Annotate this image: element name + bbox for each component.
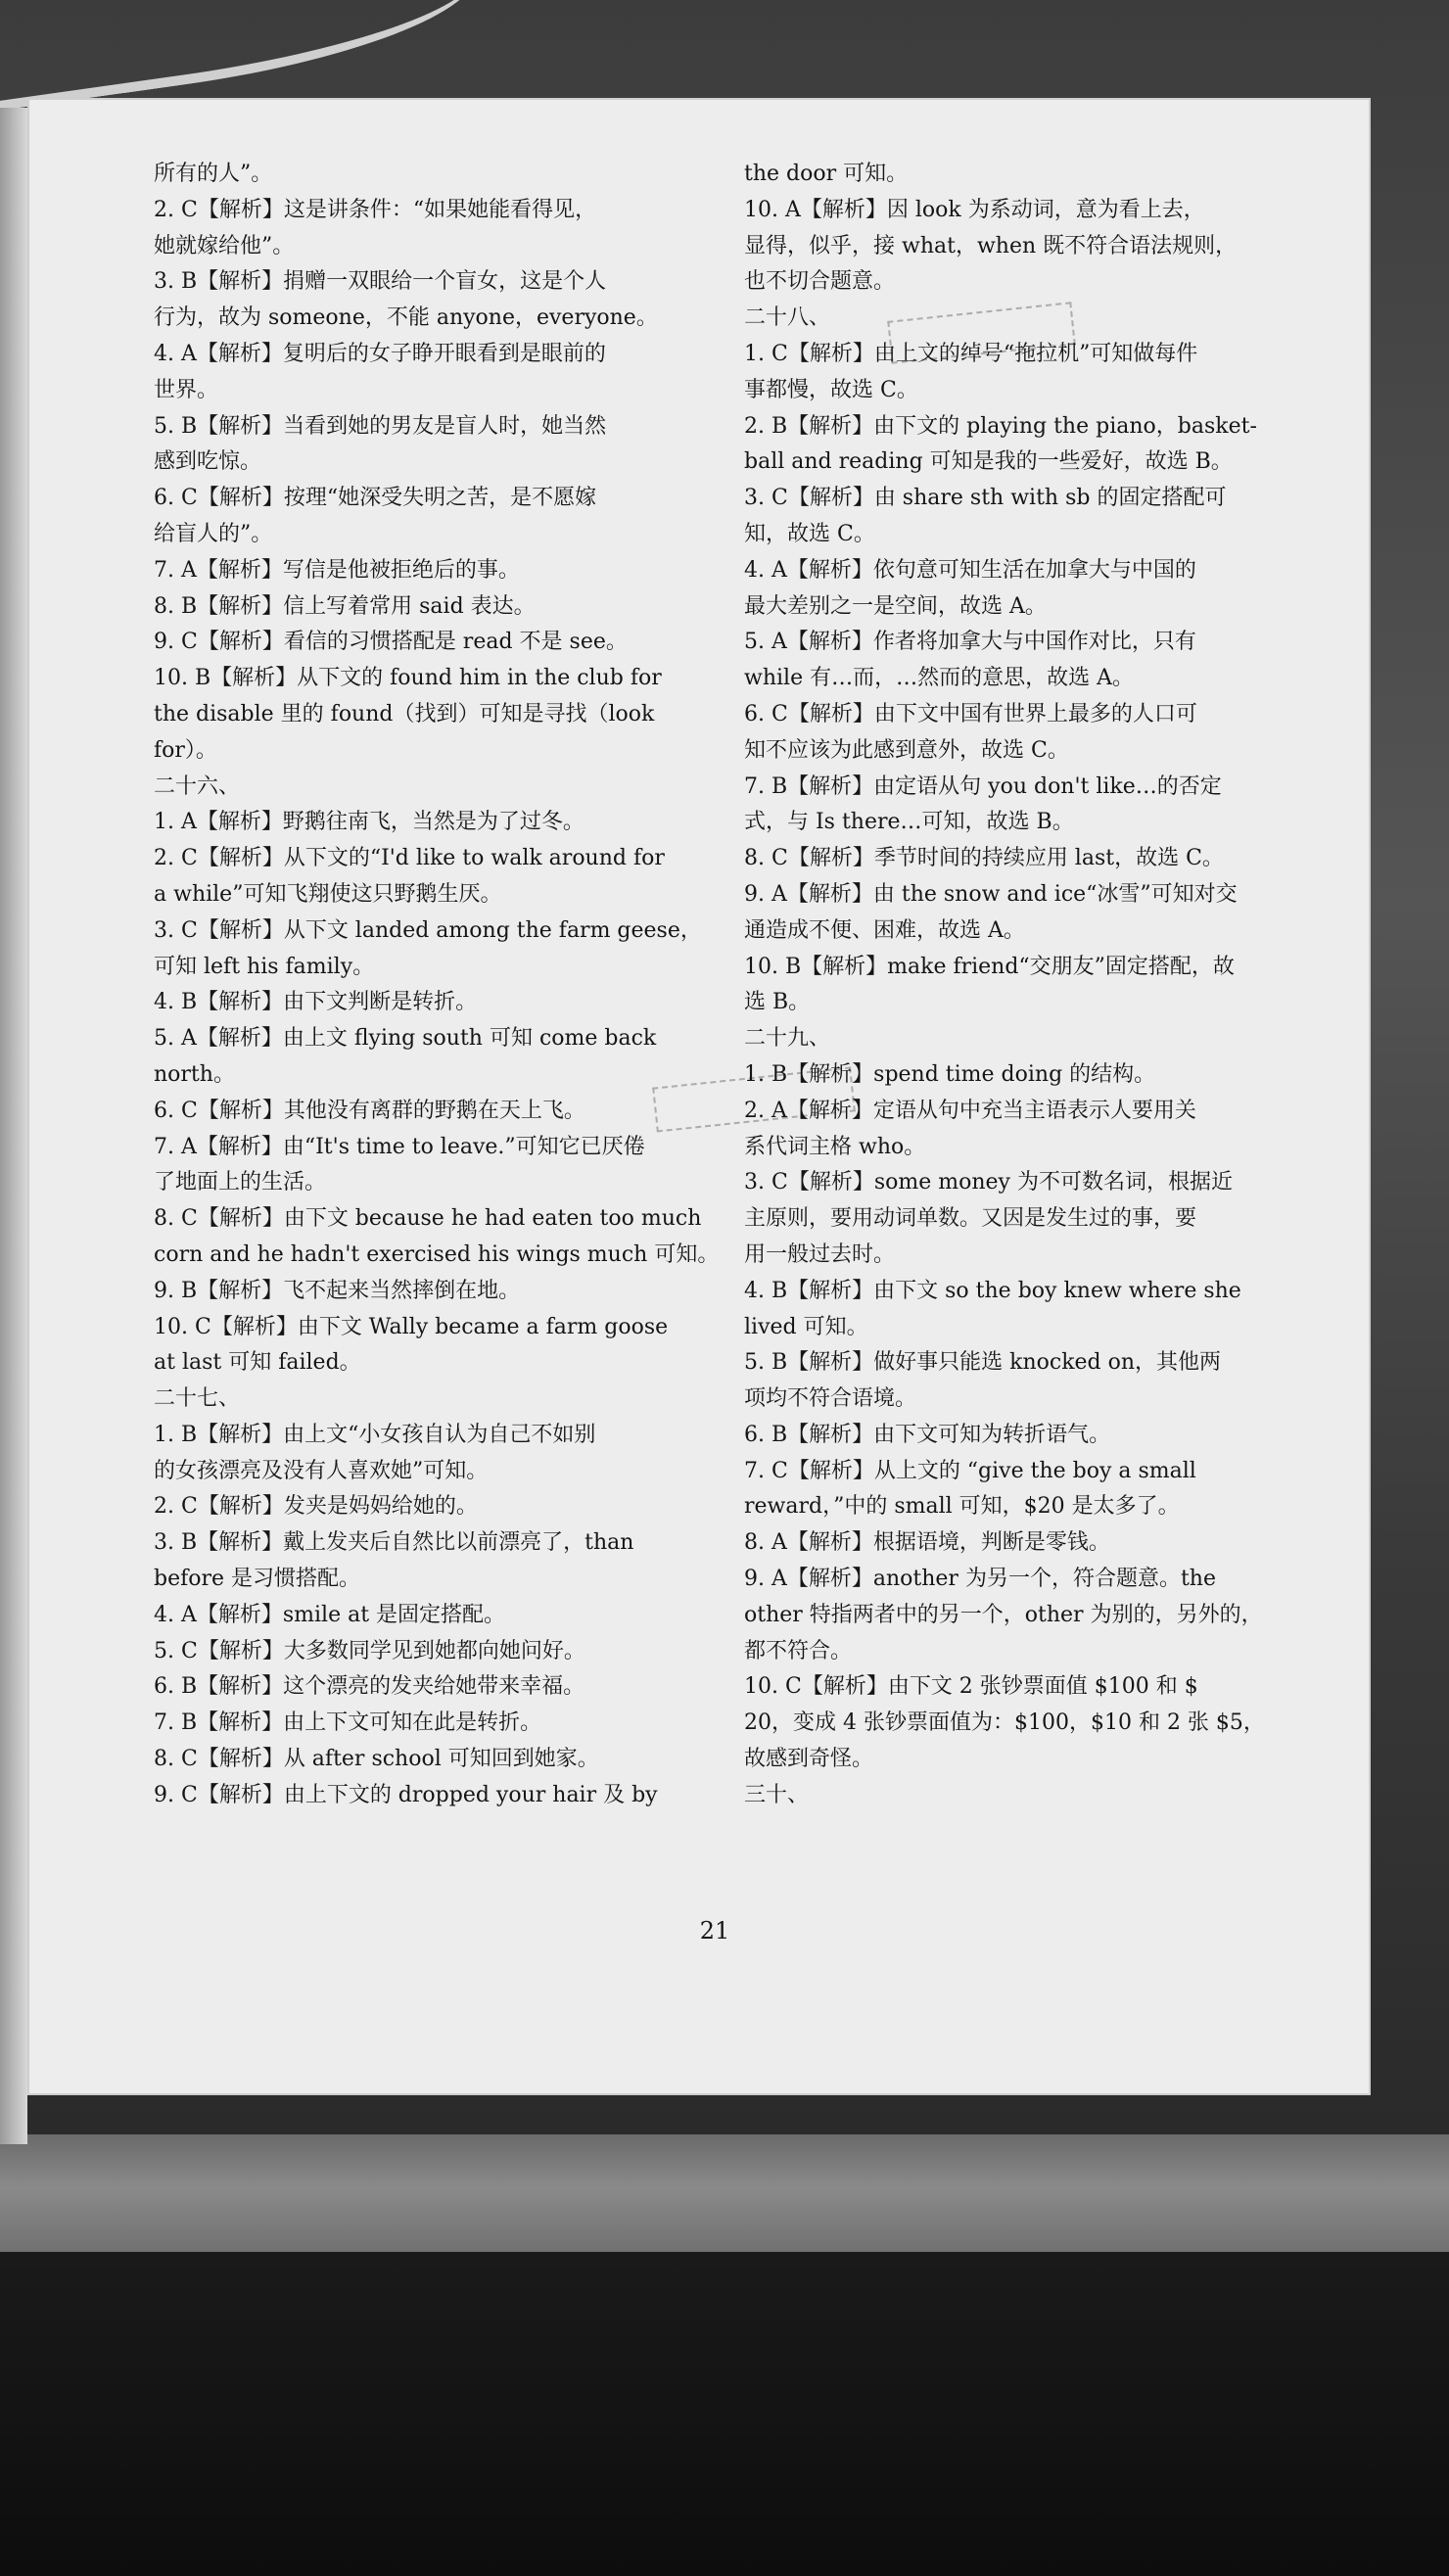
answer-line: 二十六、 — [154, 773, 241, 799]
answer-line: 通造成不便、困难，故选 A。 — [744, 917, 1025, 943]
answer-line: 3. B【解析】戴上发夹后自然比以前漂亮了，than — [154, 1530, 634, 1556]
answer-line: 3. C【解析】从下文 landed among the farm geese， — [154, 917, 702, 943]
answer-line: 5. B【解析】做好事只能选 knocked on，其他两 — [744, 1350, 1222, 1376]
answer-line: before 是习惯搭配。 — [154, 1567, 361, 1592]
answer-line: 9. C【解析】由上下文的 dropped your hair 及 by — [154, 1782, 658, 1807]
answer-line: 10. B【解析】从下文的 found him in the club for — [154, 666, 662, 691]
answer-line: 2. C【解析】这是讲条件：“如果她能看得见， — [154, 197, 597, 222]
answer-line: 5. B【解析】当看到她的男友是盲人时，她当然 — [154, 413, 607, 439]
page-number: 21 — [699, 1917, 730, 1944]
answer-line: for）。 — [154, 737, 217, 763]
answer-line: 式，与 Is there…可知，故选 B。 — [744, 810, 1074, 835]
answer-line: 最大差别之一是空间，故选 A。 — [744, 593, 1047, 619]
answer-line: 4. A【解析】smile at 是固定搭配。 — [154, 1602, 506, 1627]
answer-line: other 特指两者中的另一个，other 为别的，另外的， — [744, 1602, 1263, 1627]
answer-line: 10. B【解析】make friend“交朋友”固定搭配，故 — [744, 954, 1235, 979]
answer-line: 8. C【解析】季节时间的持续应用 last，故选 C。 — [744, 846, 1224, 871]
answer-line: 7. C【解析】从上文的 “give the boy a small — [744, 1458, 1196, 1483]
answer-line: 10. C【解析】由下文 2 张钞票面值 $100 和 $ — [744, 1674, 1198, 1700]
answer-line: 主原则，要用动词单数。又因是发生过的事，要 — [744, 1206, 1197, 1232]
answer-line: 4. A【解析】依句意可知生活在加拿大与中国的 — [744, 557, 1196, 583]
answer-line: 8. A【解析】根据语境，判断是零钱。 — [744, 1530, 1110, 1556]
answer-line: 选 B。 — [744, 990, 811, 1015]
answer-line: north。 — [154, 1061, 235, 1087]
answer-line: 7. B【解析】由上下文可知在此是转折。 — [154, 1710, 542, 1736]
answer-line: 用一般过去时。 — [744, 1241, 896, 1267]
answer-line: 5. C【解析】大多数同学见到她都向她问好。 — [154, 1638, 585, 1663]
answer-line: 3. B【解析】捐赠一双眼给一个盲女，这是个人 — [154, 269, 607, 295]
answer-line: 给盲人的”。 — [154, 521, 273, 546]
answer-line: 8. C【解析】从 after school 可知回到她家。 — [154, 1747, 599, 1772]
answer-line: 三十、 — [744, 1782, 810, 1807]
answer-line: 2. B【解析】由下文的 playing the piano，basket- — [744, 413, 1257, 439]
answer-line: 8. B【解析】信上写着常用 said 表达。 — [154, 593, 536, 619]
answer-line: 4. A【解析】复明后的女子睁开眼看到是眼前的 — [154, 341, 606, 366]
answer-line: 二十八、 — [744, 305, 831, 331]
answer-line: 显得，似乎，接 what，when 既不符合语法规则， — [744, 233, 1238, 258]
left-page-edge — [0, 108, 27, 2144]
answer-line: 9. C【解析】看信的习惯搭配是 read 不是 see。 — [154, 630, 628, 655]
answer-line: 10. C【解析】由下文 Wally became a farm goose — [154, 1314, 669, 1339]
answer-line: 8. C【解析】由下文 because he had eaten too much — [154, 1206, 702, 1232]
answer-line: 3. C【解析】some money 为不可数名词，根据近 — [744, 1170, 1233, 1195]
answer-line: 6. B【解析】这个漂亮的发夹给她带来幸福。 — [154, 1674, 585, 1700]
answer-line: 7. A【解析】写信是他被拒绝后的事。 — [154, 557, 520, 583]
answer-column-left — [154, 157, 720, 1814]
answer-line: 知，故选 C。 — [744, 521, 875, 546]
answer-line: 二十九、 — [744, 1026, 831, 1052]
answer-line: at last 可知 failed。 — [154, 1350, 361, 1376]
answer-line: 9. A【解析】another 为另一个，符合题意。the — [744, 1567, 1216, 1592]
answer-line: 所有的人”。 — [154, 162, 273, 186]
answer-line: 3. C【解析】由 share sth with sb 的固定搭配可 — [744, 486, 1227, 511]
answer-line: 5. A【解析】由上文 flying south 可知 come back — [154, 1026, 657, 1052]
answer-line: lived 可知。 — [744, 1314, 868, 1339]
answer-line: 感到吃惊。 — [154, 449, 262, 475]
answer-line: ball and reading 可知是我的一些爱好，故选 B。 — [744, 449, 1233, 475]
answer-line: 行为，故为 someone，不能 anyone，everyone。 — [154, 305, 658, 331]
answer-line: 6. C【解析】其他没有离群的野鹅在天上飞。 — [154, 1098, 585, 1123]
answer-line: 6. B【解析】由下文可知为转折语气。 — [744, 1422, 1111, 1447]
answer-line: 6. C【解析】由下文中国有世界上最多的人口可 — [744, 701, 1197, 726]
answer-line: 1. C【解析】由上文的绰号“拖拉机”可知做每件 — [744, 341, 1198, 366]
answer-line: 9. B【解析】飞不起来当然摔倒在地。 — [154, 1278, 521, 1303]
answer-line: a while”可知飞翔使这只野鹅生厌。 — [154, 881, 502, 907]
answer-line: 2. C【解析】从下文的“I'd like to walk around for — [154, 846, 665, 871]
answer-line: 5. A【解析】作者将加拿大与中国作对比，只有 — [744, 630, 1196, 655]
floor — [0, 2252, 1449, 2576]
answer-line: 的女孩漂亮及没有人喜欢她”可知。 — [154, 1458, 489, 1483]
answer-line: 2. C【解析】发夹是妈妈给她的。 — [154, 1494, 478, 1520]
answer-line: 事都慢，故选 C。 — [744, 377, 918, 402]
answer-line: 二十七、 — [154, 1386, 241, 1412]
answer-line: corn and he hadn't exercised his wings much 可知。 — [154, 1241, 720, 1267]
answer-line: 9. A【解析】由 the snow and ice“冰雪”可知对交 — [744, 881, 1238, 907]
answer-line: the disable 里的 found（找到）可知是寻找（look — [154, 701, 655, 726]
answer-line: 1. A【解析】野鹅往南飞，当然是为了过冬。 — [154, 810, 584, 835]
answer-line: 世界。 — [154, 377, 219, 402]
answer-line: 2. A【解析】定语从句中充当主语表示人要用关 — [744, 1098, 1196, 1123]
answer-line: 故感到奇怪。 — [744, 1747, 874, 1772]
answer-line: while 有…而，…然而的意思，故选 A。 — [744, 666, 1134, 691]
answer-line: 1. B【解析】由上文“小女孩自认为自己不如别 — [154, 1422, 596, 1447]
answer-column-right — [744, 157, 1278, 1814]
answer-line: reward，”中的 small 可知，$20 是太多了。 — [744, 1494, 1180, 1520]
answer-line: 也不切合题意。 — [744, 269, 896, 295]
answer-line: 她就嫁给他”。 — [154, 233, 295, 258]
answer-line: 项均不符合语境。 — [744, 1386, 917, 1412]
answer-line: 4. B【解析】由下文 so the boy knew where she — [744, 1278, 1241, 1303]
answer-line: 1. B【解析】spend time doing 的结构。 — [744, 1061, 1156, 1087]
answer-line: 4. B【解析】由下文判断是转折。 — [154, 990, 478, 1015]
answer-line: 了地面上的生活。 — [154, 1170, 327, 1195]
answer-line: 6. C【解析】按理“她深受失明之苦，是不愿嫁 — [154, 486, 597, 511]
answer-line: 10. A【解析】因 look 为系动词，意为看上去， — [744, 197, 1205, 222]
answer-line: 系代词主格 who。 — [744, 1134, 926, 1159]
answer-line: 20，变成 4 张钞票面值为：$100，$10 和 2 张 $5， — [744, 1710, 1265, 1736]
answer-line: 可知 left his family。 — [154, 954, 375, 979]
answer-line: 7. B【解析】由定语从句 you don't like…的否定 — [744, 773, 1222, 799]
answer-line: 知不应该为此感到意外，故选 C。 — [744, 737, 1069, 763]
answer-line: 7. A【解析】由“It's time to leave.”可知它已厌倦 — [154, 1134, 645, 1159]
answer-line: the door 可知。 — [744, 162, 909, 186]
answer-line: 都不符合。 — [744, 1638, 853, 1663]
